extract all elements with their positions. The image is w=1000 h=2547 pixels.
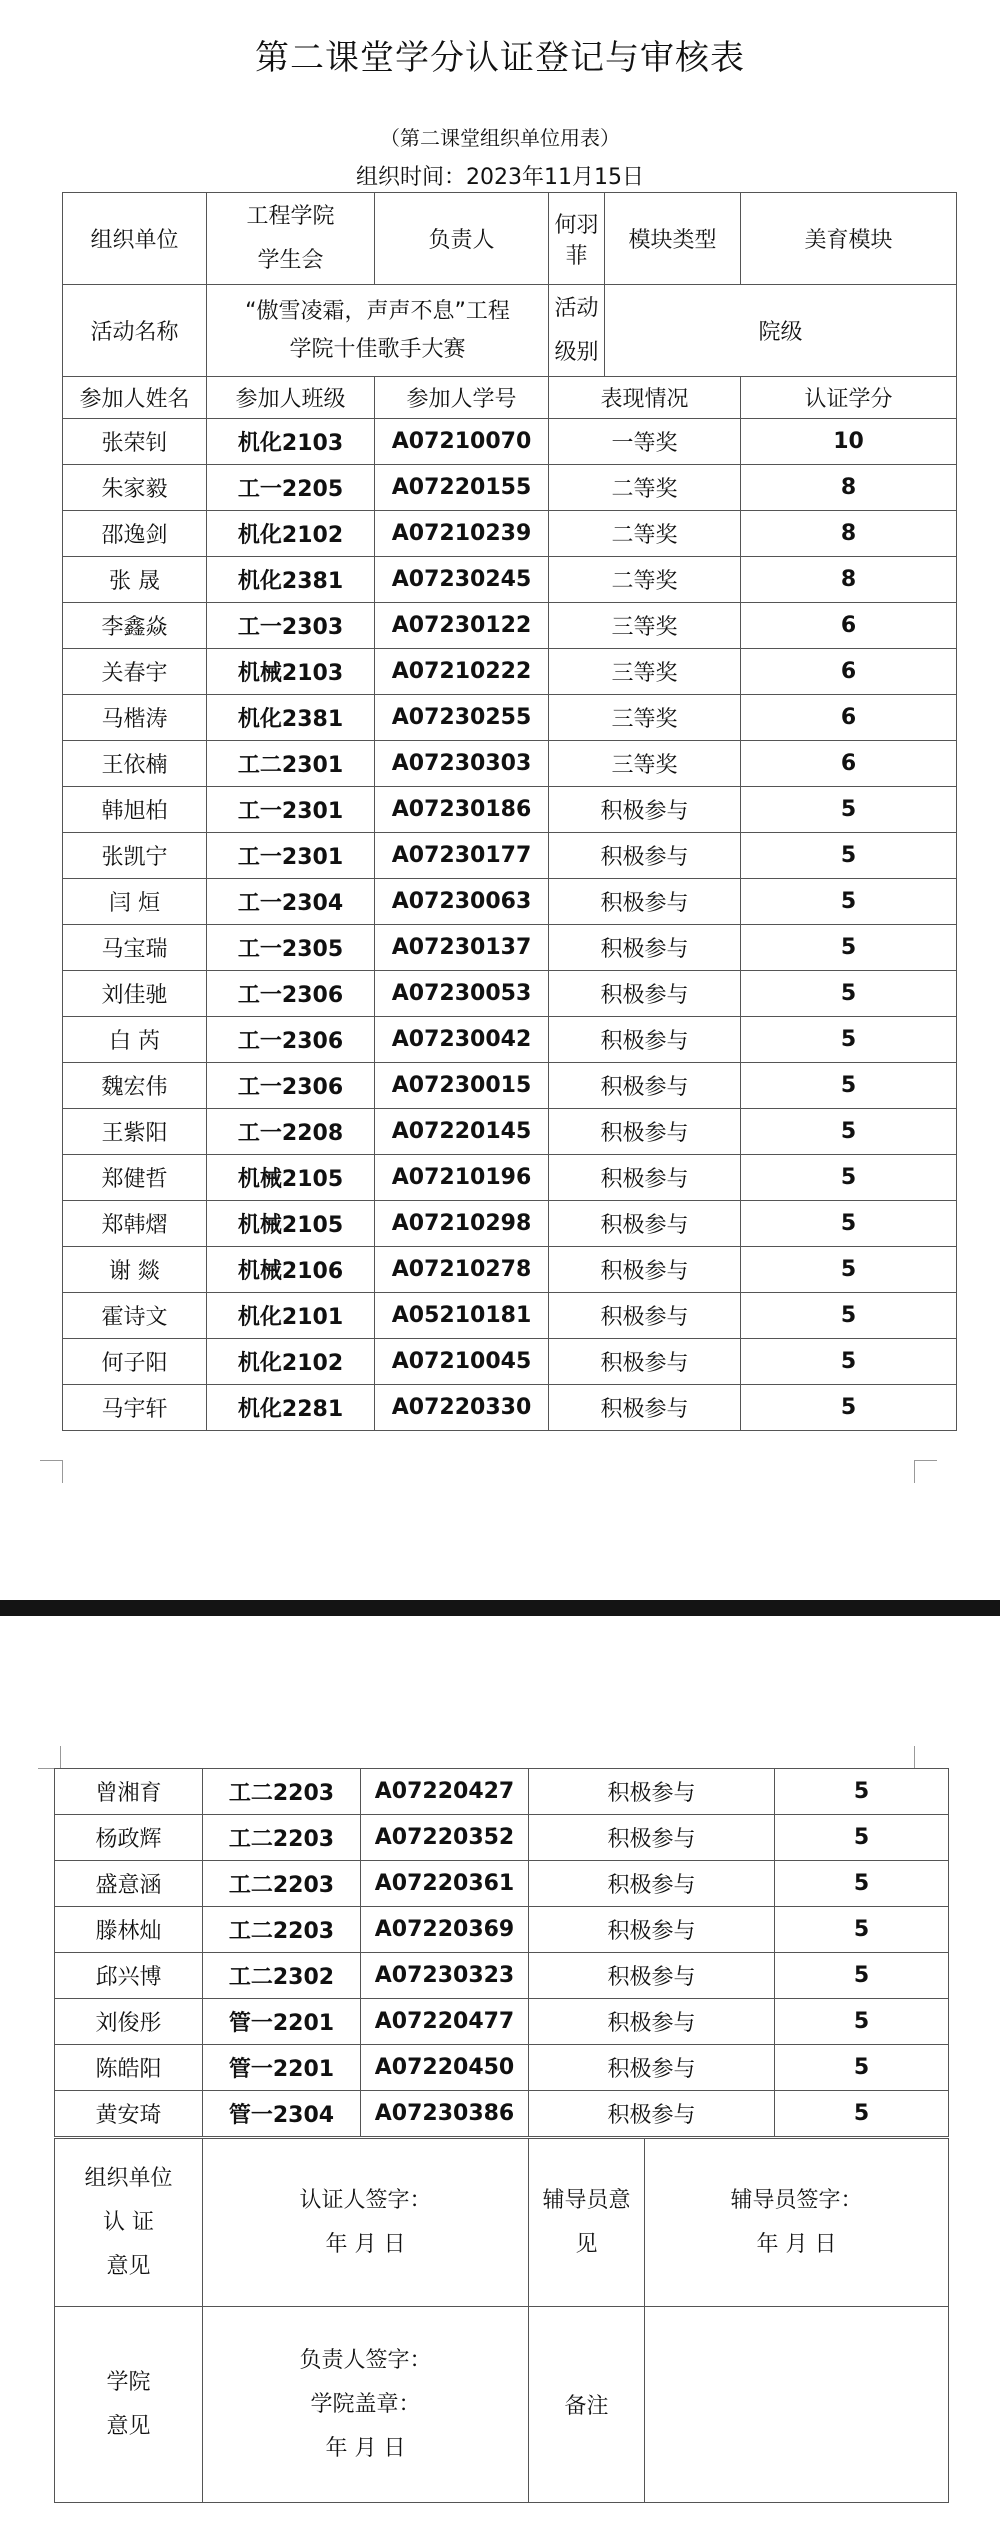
cell-class: 工二2302	[203, 1953, 361, 1999]
table-row	[63, 1201, 957, 1247]
leader-value: 何羽菲	[549, 193, 605, 285]
cell-class: 工一2301	[207, 787, 375, 833]
table-row	[63, 465, 957, 511]
cell-performance: 三等奖	[549, 741, 741, 787]
college-sign-area: 负责人签字： 学院盖章： 年 月 日	[203, 2307, 529, 2503]
table-row	[55, 2045, 949, 2091]
form-subtitle: （第二课堂组织单位用表）	[380, 126, 620, 150]
activity-level-value: 院级	[605, 285, 957, 377]
col-header-student-id: 参加人学号	[375, 377, 549, 419]
table-row	[63, 511, 957, 557]
cell-student-id: A07230186	[375, 787, 549, 833]
cell-name: 滕林灿	[55, 1907, 203, 1953]
cell-class: 机化2101	[207, 1293, 375, 1339]
table-row	[55, 1815, 949, 1861]
cell-class: 工二2203	[203, 1861, 361, 1907]
table-row	[63, 695, 957, 741]
cell-credits: 5	[741, 833, 957, 879]
col-header-performance: 表现情况	[549, 377, 741, 419]
cell-class: 工一2306	[207, 1017, 375, 1063]
cell-student-id: A07230177	[375, 833, 549, 879]
cell-name: 马楷涛	[63, 695, 207, 741]
cell-class: 管一2201	[203, 2045, 361, 2091]
cell-student-id: A07230323	[361, 1953, 529, 1999]
activity-name-value: “傲雪凌霜，声声不息”工程 学院十佳歌手大赛	[207, 285, 549, 377]
table-row	[63, 649, 957, 695]
cell-credits: 5	[741, 1155, 957, 1201]
cell-performance: 积极参与	[549, 833, 741, 879]
table-row	[55, 1769, 949, 1815]
cell-student-id: A05210181	[375, 1293, 549, 1339]
cell-credits: 8	[741, 511, 957, 557]
table-row	[63, 925, 957, 971]
column-header-row	[63, 377, 957, 419]
cell-credits: 5	[741, 1247, 957, 1293]
cell-name: 张凯宁	[63, 833, 207, 879]
cell-performance: 三等奖	[549, 649, 741, 695]
cell-credits: 5	[775, 1999, 949, 2045]
cell-credits: 5	[775, 1907, 949, 1953]
cell-student-id: A07230386	[361, 2091, 529, 2137]
table-row	[63, 1063, 957, 1109]
cell-name: 郑健哲	[63, 1155, 207, 1201]
cell-class: 机化2102	[207, 511, 375, 557]
cell-performance: 积极参与	[529, 1769, 775, 1815]
cell-name: 陈皓阳	[55, 2045, 203, 2091]
cell-credits: 5	[741, 971, 957, 1017]
cell-name: 马宇轩	[63, 1385, 207, 1431]
cell-student-id: A07220361	[361, 1861, 529, 1907]
college-opinion-row	[55, 2307, 949, 2503]
cell-class: 工一2306	[207, 971, 375, 1017]
cell-name: 刘佳驰	[63, 971, 207, 1017]
cell-student-id: A07220450	[361, 2045, 529, 2091]
cell-name: 李鑫焱	[63, 603, 207, 649]
cell-credits: 5	[741, 1017, 957, 1063]
cell-name: 曾湘育	[55, 1769, 203, 1815]
cell-credits: 5	[775, 2045, 949, 2091]
table-row	[63, 879, 957, 925]
cell-class: 工一2301	[207, 833, 375, 879]
col-header-class: 参加人班级	[207, 377, 375, 419]
registration-table	[62, 192, 957, 1431]
cell-class: 机化2281	[207, 1385, 375, 1431]
page-divider	[0, 1600, 1000, 1616]
cell-class: 工一2304	[207, 879, 375, 925]
table-row	[63, 787, 957, 833]
activity-info-row	[63, 285, 957, 377]
cell-class: 工一2303	[207, 603, 375, 649]
cell-name: 王紫阳	[63, 1109, 207, 1155]
cell-student-id: A07210045	[375, 1339, 549, 1385]
corner-mark	[40, 1460, 63, 1483]
table-row	[63, 741, 957, 787]
remarks-label: 备注	[529, 2307, 645, 2503]
cell-credits: 5	[741, 1063, 957, 1109]
cell-student-id: A07210298	[375, 1201, 549, 1247]
cell-student-id: A07220477	[361, 1999, 529, 2045]
cell-student-id: A07230255	[375, 695, 549, 741]
table-row	[63, 1155, 957, 1201]
cell-performance: 积极参与	[529, 1861, 775, 1907]
cell-student-id: A07230137	[375, 925, 549, 971]
organize-time: 组织时间：2023年11月15日	[356, 165, 644, 190]
cell-name: 张 晟	[63, 557, 207, 603]
cell-student-id: A07220427	[361, 1769, 529, 1815]
cell-performance: 积极参与	[549, 1017, 741, 1063]
cell-class: 工一2305	[207, 925, 375, 971]
org-opinion-row	[55, 2139, 949, 2307]
cell-class: 管一2304	[203, 2091, 361, 2137]
cell-student-id: A07220369	[361, 1907, 529, 1953]
cell-class: 工二2203	[203, 1815, 361, 1861]
cell-name: 邵逸剑	[63, 511, 207, 557]
cell-class: 管一2201	[203, 1999, 361, 2045]
cell-credits: 5	[775, 1769, 949, 1815]
cell-name: 刘俊彤	[55, 1999, 203, 2045]
cell-name: 黄安琦	[55, 2091, 203, 2137]
table-row	[63, 833, 957, 879]
cell-performance: 积极参与	[549, 1339, 741, 1385]
cell-name: 魏宏伟	[63, 1063, 207, 1109]
leader-label: 负责人	[375, 193, 549, 285]
cell-student-id: A07220155	[375, 465, 549, 511]
cell-performance: 二等奖	[549, 511, 741, 557]
cell-student-id: A07230303	[375, 741, 549, 787]
cell-name: 关春宇	[63, 649, 207, 695]
module-type-label: 模块类型	[605, 193, 741, 285]
cell-name: 杨政辉	[55, 1815, 203, 1861]
table-row	[63, 1017, 957, 1063]
activity-level-label: 活动 级别	[549, 285, 605, 377]
cell-class: 机械2105	[207, 1155, 375, 1201]
table-row	[55, 1907, 949, 1953]
cell-student-id: A07230042	[375, 1017, 549, 1063]
page-title: 第二课堂学分认证登记与审核表	[255, 38, 745, 78]
cell-student-id: A07230063	[375, 879, 549, 925]
cell-credits: 8	[741, 557, 957, 603]
table-row	[63, 1385, 957, 1431]
cell-credits: 6	[741, 649, 957, 695]
cell-performance: 积极参与	[549, 1109, 741, 1155]
table-row	[63, 419, 957, 465]
cell-performance: 积极参与	[549, 1247, 741, 1293]
org-unit-label: 组织单位	[63, 193, 207, 285]
cell-performance: 积极参与	[549, 879, 741, 925]
table-row	[63, 557, 957, 603]
page-2	[0, 1616, 1000, 2547]
cell-student-id: A07220352	[361, 1815, 529, 1861]
cell-credits: 6	[741, 695, 957, 741]
cell-credits: 6	[741, 603, 957, 649]
cell-class: 机械2106	[207, 1247, 375, 1293]
activity-name-label: 活动名称	[63, 285, 207, 377]
cell-credits: 5	[741, 1385, 957, 1431]
cell-performance: 积极参与	[549, 1385, 741, 1431]
corner-mark	[914, 1746, 937, 1769]
cell-student-id: A07210222	[375, 649, 549, 695]
cell-performance: 积极参与	[529, 1953, 775, 1999]
col-header-credits: 认证学分	[741, 377, 957, 419]
cell-student-id: A07220330	[375, 1385, 549, 1431]
cell-student-id: A07210239	[375, 511, 549, 557]
registration-table-continued	[54, 1768, 949, 2137]
cell-class: 工二2203	[203, 1769, 361, 1815]
cell-class: 工一2205	[207, 465, 375, 511]
cell-name: 闫 烜	[63, 879, 207, 925]
cell-class: 机械2105	[207, 1201, 375, 1247]
cell-name: 郑韩熠	[63, 1201, 207, 1247]
cell-student-id: A07230015	[375, 1063, 549, 1109]
cell-student-id: A07210070	[375, 419, 549, 465]
cell-name: 谢 燚	[63, 1247, 207, 1293]
cell-credits: 8	[741, 465, 957, 511]
cell-student-id: A07210278	[375, 1247, 549, 1293]
cell-class: 工二2203	[203, 1907, 361, 1953]
cell-class: 机化2381	[207, 557, 375, 603]
org-info-row	[63, 193, 957, 285]
cell-name: 韩旭柏	[63, 787, 207, 833]
cell-student-id: A07230053	[375, 971, 549, 1017]
table-row	[55, 1999, 949, 2045]
table-row	[63, 1109, 957, 1155]
table-row	[63, 1293, 957, 1339]
cell-credits: 5	[741, 787, 957, 833]
cell-credits: 5	[741, 1201, 957, 1247]
cell-class: 工一2306	[207, 1063, 375, 1109]
cell-performance: 积极参与	[549, 1293, 741, 1339]
cell-name: 马宝瑞	[63, 925, 207, 971]
cell-performance: 一等奖	[549, 419, 741, 465]
cell-performance: 积极参与	[529, 1815, 775, 1861]
table-row	[55, 2091, 949, 2137]
cell-performance: 三等奖	[549, 695, 741, 741]
table-row	[55, 1953, 949, 1999]
corner-mark	[914, 1460, 937, 1483]
org-opinion-label: 组织单位 认 证 意见	[55, 2139, 203, 2307]
cell-student-id: A07230122	[375, 603, 549, 649]
counselor-sign-area: 辅导员签字： 年 月 日	[645, 2139, 949, 2307]
cell-performance: 积极参与	[529, 1999, 775, 2045]
cell-name: 盛意涵	[55, 1861, 203, 1907]
cell-performance: 积极参与	[549, 971, 741, 1017]
cell-performance: 积极参与	[549, 1155, 741, 1201]
cell-name: 张荣钊	[63, 419, 207, 465]
cell-performance: 二等奖	[549, 465, 741, 511]
cell-credits: 10	[741, 419, 957, 465]
table-row	[63, 971, 957, 1017]
cell-performance: 积极参与	[529, 2045, 775, 2091]
cell-performance: 二等奖	[549, 557, 741, 603]
cell-class: 机化2102	[207, 1339, 375, 1385]
remarks-value	[645, 2307, 949, 2503]
cell-performance: 积极参与	[549, 925, 741, 971]
table-row	[63, 1339, 957, 1385]
cell-performance: 三等奖	[549, 603, 741, 649]
table-row	[63, 1247, 957, 1293]
cell-credits: 5	[775, 1815, 949, 1861]
cell-performance: 积极参与	[529, 1907, 775, 1953]
table-row	[55, 1861, 949, 1907]
cell-name: 霍诗文	[63, 1293, 207, 1339]
cell-student-id: A07230245	[375, 557, 549, 603]
college-opinion-label: 学院 意见	[55, 2307, 203, 2503]
cell-class: 工一2208	[207, 1109, 375, 1155]
cell-credits: 5	[775, 1861, 949, 1907]
cell-performance: 积极参与	[549, 1201, 741, 1247]
cell-performance: 积极参与	[549, 1063, 741, 1109]
table-row	[63, 603, 957, 649]
certifier-sign-area: 认证人签字： 年 月 日	[203, 2139, 529, 2307]
module-type-value: 美育模块	[741, 193, 957, 285]
cell-student-id: A07220145	[375, 1109, 549, 1155]
cell-credits: 5	[741, 1109, 957, 1155]
cell-student-id: A07210196	[375, 1155, 549, 1201]
cell-credits: 5	[741, 1339, 957, 1385]
col-header-name: 参加人姓名	[63, 377, 207, 419]
cell-credits: 5	[741, 879, 957, 925]
cell-performance: 积极参与	[549, 787, 741, 833]
cell-name: 王依楠	[63, 741, 207, 787]
cell-credits: 6	[741, 741, 957, 787]
approval-table	[54, 2138, 949, 2503]
cell-name: 邱兴博	[55, 1953, 203, 1999]
cell-name: 何子阳	[63, 1339, 207, 1385]
counselor-opinion-label: 辅导员意 见	[529, 2139, 645, 2307]
cell-credits: 5	[741, 1293, 957, 1339]
cell-class: 机械2103	[207, 649, 375, 695]
corner-mark	[38, 1746, 61, 1769]
cell-class: 机化2103	[207, 419, 375, 465]
cell-credits: 5	[775, 2091, 949, 2137]
org-unit-value: 工程学院 学生会	[207, 193, 375, 285]
cell-credits: 5	[741, 925, 957, 971]
cell-class: 工二2301	[207, 741, 375, 787]
cell-performance: 积极参与	[529, 2091, 775, 2137]
cell-credits: 5	[775, 1953, 949, 1999]
cell-name: 白 芮	[63, 1017, 207, 1063]
cell-name: 朱家毅	[63, 465, 207, 511]
cell-class: 机化2381	[207, 695, 375, 741]
